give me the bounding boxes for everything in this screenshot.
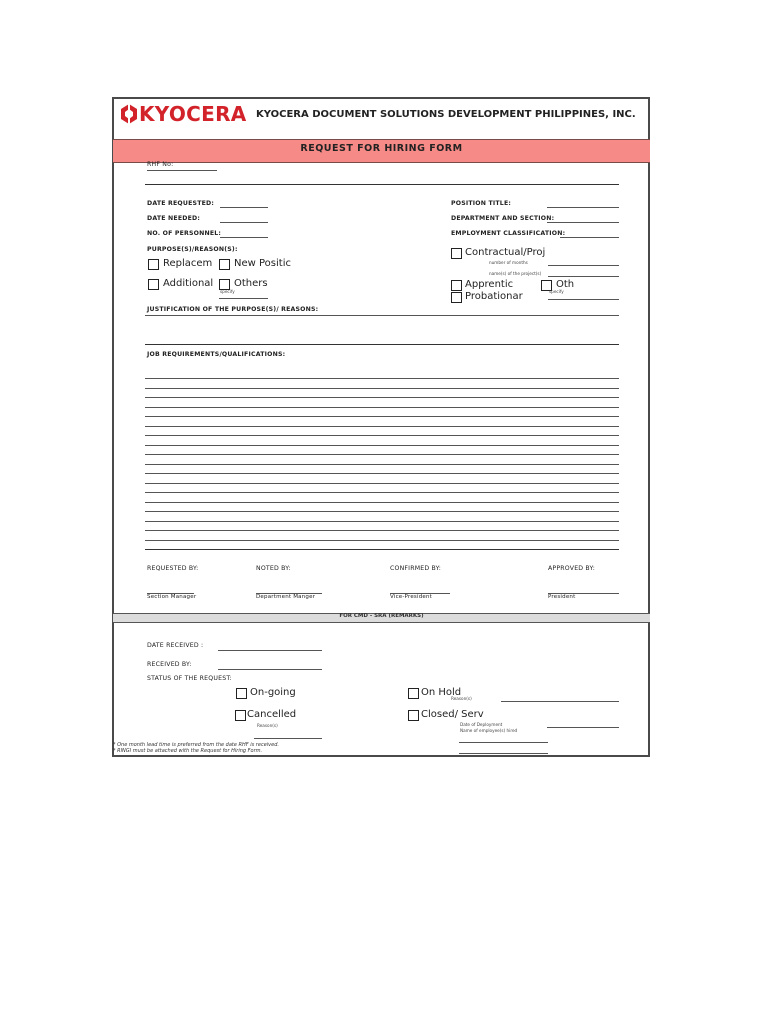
employment-classification-field[interactable]: [560, 237, 619, 238]
cancelled-label: Cancelled: [247, 709, 297, 720]
others-classification-field[interactable]: [548, 299, 619, 300]
additional-label: Additional: [163, 278, 214, 289]
ongoing-label: On-going: [250, 687, 296, 698]
date-received-field[interactable]: [218, 650, 322, 651]
job-requirement-line[interactable]: [145, 397, 619, 398]
date-requested-label: DATE REQUESTED:: [147, 200, 215, 207]
cancelled-reasons-field[interactable]: [254, 738, 322, 739]
date-requested-field[interactable]: [220, 207, 268, 208]
on-hold-label: On Hold: [421, 687, 462, 698]
others-classification-specify-hint: specify: [549, 289, 564, 294]
on-hold-checkbox[interactable]: [408, 688, 419, 699]
cmd-band-label: FOR CMD - SRA (REMARKS): [339, 613, 424, 619]
closed-served-checkbox[interactable]: [408, 710, 419, 721]
received-by-label: RECEIVED BY:: [147, 661, 192, 668]
job-requirement-line[interactable]: [145, 521, 619, 522]
job-requirement-line[interactable]: [145, 388, 619, 389]
job-requirement-line[interactable]: [145, 407, 619, 408]
job-requirement-line[interactable]: [145, 416, 619, 417]
contractual-checkbox[interactable]: [451, 248, 462, 259]
date-of-deployment-field[interactable]: [547, 727, 619, 728]
no-of-personnel-label: NO. OF PERSONNEL:: [147, 230, 222, 237]
on-hold-reasons-field[interactable]: [501, 701, 619, 702]
note-ringi: * RINGI must be attached with the Request for Hiring Form.: [113, 748, 263, 754]
brand-name: KYOCERA: [139, 102, 247, 126]
job-requirement-line[interactable]: [145, 540, 619, 541]
cancelled-checkbox[interactable]: [235, 710, 246, 721]
confirmed-by-label: CONFIRMED BY:: [390, 565, 442, 572]
probationary-checkbox[interactable]: [451, 292, 462, 303]
justification-field[interactable]: [145, 344, 619, 345]
date-received-label: DATE RECEIVED :: [147, 642, 204, 649]
department-section-field[interactable]: [547, 222, 619, 223]
job-requirement-line[interactable]: [145, 378, 619, 379]
job-requirement-line[interactable]: [145, 530, 619, 531]
form-frame: [112, 97, 650, 757]
justification-label: JUSTIFICATION OF THE PURPOSE(S)/ REASONS:: [147, 306, 319, 313]
probationary-label: Probationar: [465, 291, 523, 302]
contractual-label: Contractual/Proj: [465, 247, 546, 258]
others-label: Others: [234, 278, 268, 289]
cancelled-reasons-hint: Reason(s): [257, 723, 278, 728]
job-requirement-line[interactable]: [145, 549, 619, 550]
rhf-no-label: RHF No:: [147, 161, 174, 168]
additional-checkbox[interactable]: [148, 279, 159, 290]
date-needed-label: DATE NEEDED:: [147, 215, 201, 222]
project-name-hint: name(s) of the project(s): [489, 271, 542, 276]
requested-by-label: REQUESTED BY:: [147, 565, 199, 572]
job-requirement-line[interactable]: [145, 473, 619, 474]
form-title: REQUEST FOR HIRING FORM: [300, 143, 463, 154]
number-of-months-hint: number of months: [489, 260, 528, 265]
note-lead-time: * One month lead time is preferred from the date RHF is received.: [113, 742, 279, 748]
job-requirement-line[interactable]: [145, 426, 619, 427]
justification-line-top: [145, 315, 619, 316]
job-requirement-line[interactable]: [145, 511, 619, 512]
job-requirement-line[interactable]: [145, 454, 619, 455]
replacement-checkbox[interactable]: [148, 259, 159, 270]
apprentice-checkbox[interactable]: [451, 280, 462, 291]
date-of-deployment-hint: Date of Deployment: [460, 722, 503, 727]
job-requirements-label: JOB REQUIREMENTS/QUALIFICATIONS:: [147, 351, 286, 358]
new-position-label: New Positic: [234, 258, 291, 269]
job-requirement-line[interactable]: [145, 502, 619, 503]
position-title-label: POSITION TITLE:: [451, 200, 512, 207]
approved-by-label: APPROVED BY:: [548, 565, 595, 572]
number-of-months-field[interactable]: [548, 265, 619, 266]
job-requirement-line[interactable]: [145, 464, 619, 465]
job-requirement-line[interactable]: [145, 445, 619, 446]
department-section-label: DEPARTMENT AND SECTION:: [451, 215, 555, 222]
others-classification-label: Oth: [556, 279, 575, 290]
others-specify-field[interactable]: [219, 298, 268, 299]
date-needed-field[interactable]: [220, 222, 268, 223]
no-of-personnel-field[interactable]: [220, 237, 268, 238]
president-label: President: [548, 594, 576, 600]
new-position-checkbox[interactable]: [219, 259, 230, 270]
job-requirement-line[interactable]: [145, 435, 619, 436]
others-specify-hint: specify: [220, 289, 235, 294]
replacement-label: Replacem: [163, 258, 213, 269]
employees-hired-hint: Name of employee(s) hired: [460, 728, 518, 733]
purpose-label: PURPOSE(S)/REASON(S):: [147, 246, 238, 253]
kyocera-logo-icon: [121, 104, 137, 124]
employees-hired-field-1[interactable]: [459, 742, 548, 743]
job-requirement-line[interactable]: [145, 492, 619, 493]
noted-by-label: NOTED BY:: [256, 565, 291, 572]
closed-served-label: Closed/ Serv: [421, 709, 484, 720]
on-hold-reasons-hint: Reason(s): [451, 696, 472, 701]
received-by-field[interactable]: [218, 669, 322, 670]
employment-classification-label: EMPLOYMENT CLASSIFICATION:: [451, 230, 566, 237]
apprentice-label: Apprentic: [465, 279, 514, 290]
employees-hired-field-2[interactable]: [459, 753, 548, 754]
vice-president-label: Vice-President: [390, 594, 433, 600]
section-manager-label: Section Manager: [147, 594, 197, 600]
divider: [145, 184, 619, 185]
department-manager-label: Department Manger: [256, 594, 316, 600]
status-label: STATUS OF THE REQUEST:: [147, 675, 232, 682]
ongoing-checkbox[interactable]: [236, 688, 247, 699]
job-requirement-line[interactable]: [145, 483, 619, 484]
position-title-field[interactable]: [547, 207, 619, 208]
project-name-field[interactable]: [548, 276, 619, 277]
rhf-no-field[interactable]: [147, 170, 217, 171]
company-title: KYOCERA DOCUMENT SOLUTIONS DEVELOPMENT PHILIPPINES, INC.: [256, 109, 636, 120]
